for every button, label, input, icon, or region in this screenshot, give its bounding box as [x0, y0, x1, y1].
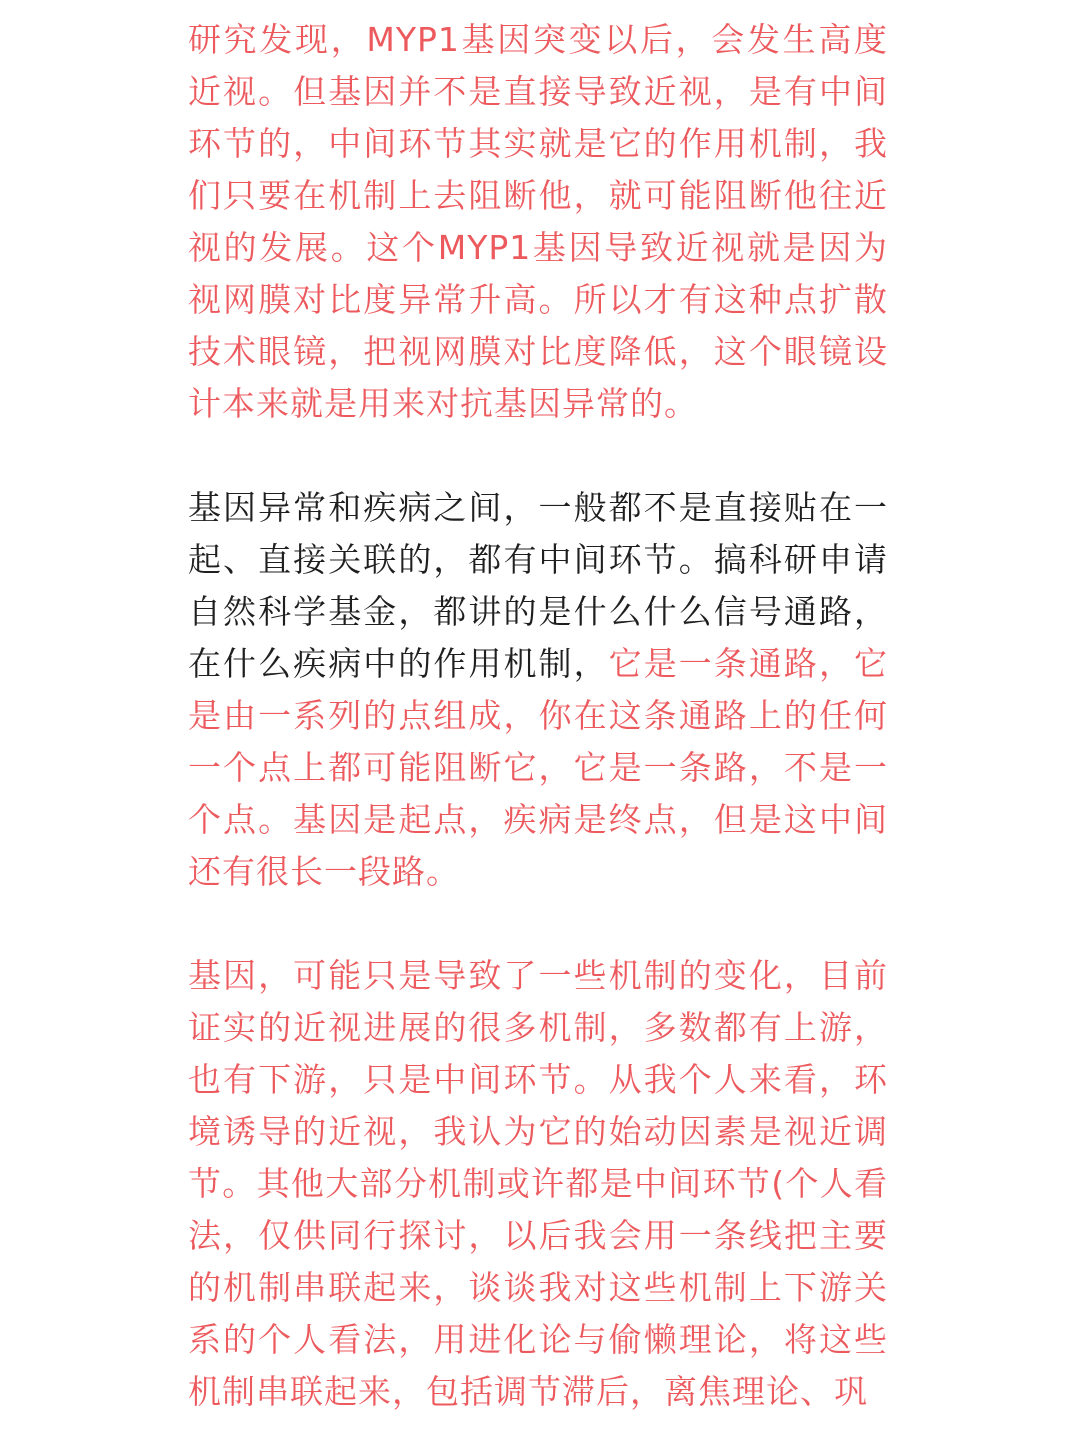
paragraph-mechanisms-text: 基因，可能只是导致了一些机制的变化，目前证实的近视进展的很多机制，多数都有上游，也有下游，只是中间环节。从我个人来看，环境诱导的近视，我认为它的始动因素是视近调节。其他大部分机制或许都是中间环节(个人看法，仅供同行探讨，以后我会用一条线把主要的机制串联起来，谈谈我对这些机制上下游关系的个人看法，用进化论与偷懒理论，将这些机制串联起来，包括调节滞后，离焦理论、巩: [188, 956, 888, 1411]
paragraph-myp1-gene-text: 研究发现，MYP1基因突变以后，会发生高度近视。但基因并不是直接导致近视，是有中间环节的，中间环节其实就是它的作用机制，我们只要在机制上去阻断他，就可能阻断他往近视的发展。这个MYP1基因导致近视就是因为视网膜对比度异常升高。所以才有这种点扩散技术眼镜，把视网膜对比度降低，这个眼镜设计本来就是用来对抗基因异常的。: [188, 20, 888, 423]
paragraph-myp1-gene: [188, 14, 888, 430]
paragraph-pathway-text-highlight: 它是一条通路，它是由一系列的点组成，你在这条通路上的任何一个点上都可能阻断它，它是一条路，不是一个点。基因是起点，疾病是终点，但是这中间还有很长一段路。: [188, 644, 889, 891]
paragraph-mechanisms: [188, 950, 888, 1418]
paragraph-gene-disease-pathway: [188, 482, 888, 898]
article-body: [188, 14, 888, 1418]
paragraph-pathway-text-plain: 基因异常和疾病之间，一般都不是直接贴在一起、直接关联的，都有中间环节。搞科研申请自然科学基金，都讲的是什么什么信号通路，在什么疾病中的作用机制，: [188, 488, 888, 683]
